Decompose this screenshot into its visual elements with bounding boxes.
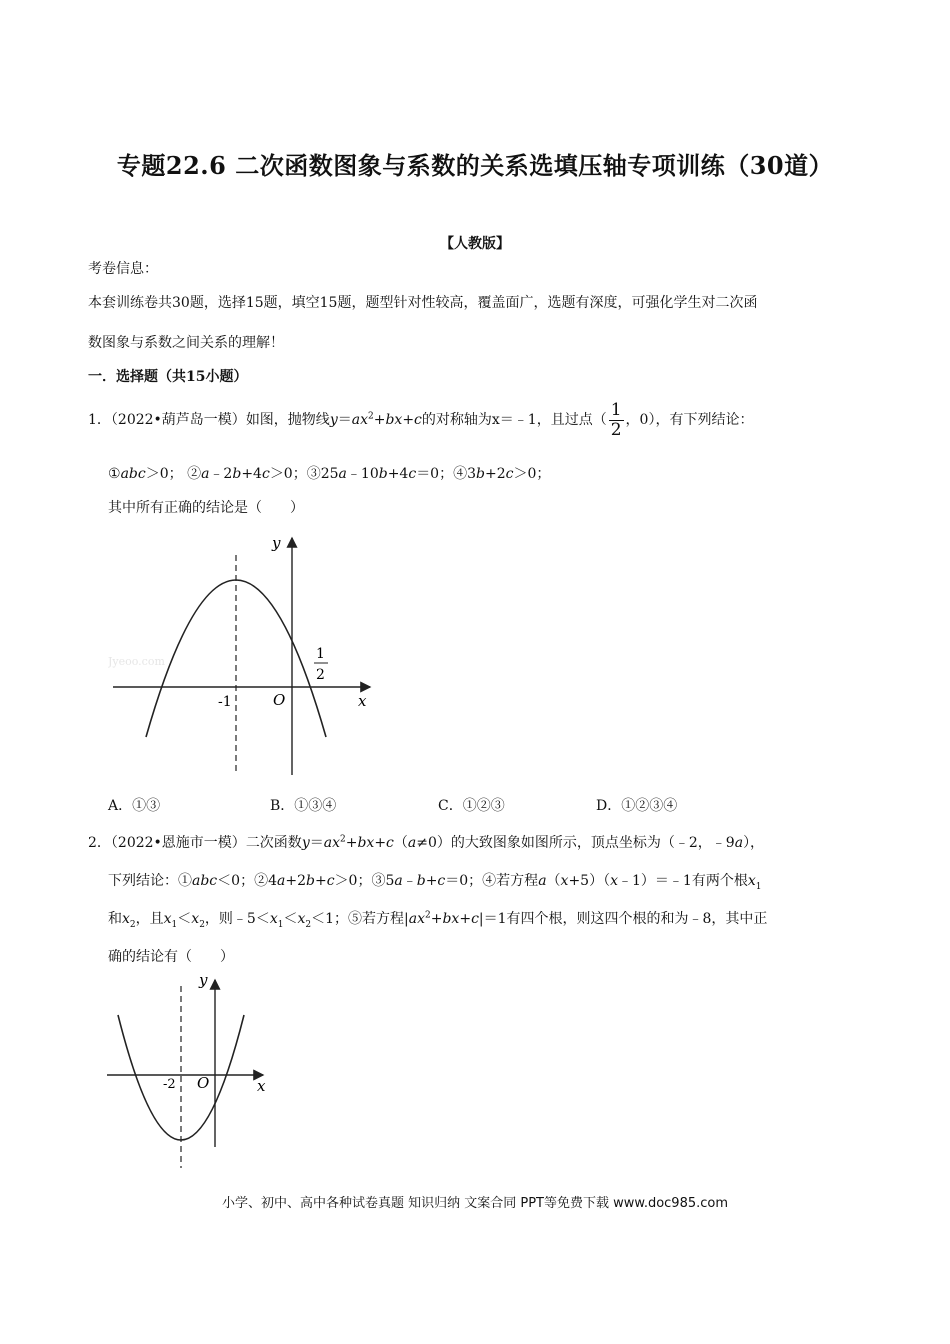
intro-line-1: 本套训练卷共30题，选择15题，填空15题，题型针对性较高，覆盖面广，选题有深度，可强化学生对二次函: [88, 295, 758, 311]
q1-origin-label: O: [273, 691, 286, 709]
intro-line-2: 数图象与系数之间关系的理解！: [88, 335, 284, 351]
q2-number: 2．: [88, 835, 111, 851]
q2-line-1: 2．（2022•恩施市一模）二次函数$y=ax^2+bx+c(a\ne 0)$的大致图象如图所示，顶点坐标为（﹣2，﹣9a），: [88, 834, 765, 851]
q1-vertex-x-label: -1: [218, 694, 232, 710]
q2-line-3: 和$x_2$，且$x_1<x_2$，则$﹣5<x_1<x_2<1$；⑤若方程$|ax^2+bx+c|=1$有四个根，则这四个根的和为﹣8，其中正: [108, 910, 768, 930]
q2-y-label: y: [199, 971, 208, 989]
page-footer: 小学、初中、高中各种试卷真题 知识归纳 文案合同 PPT等免费下载 www.doc985.com: [221, 1196, 729, 1211]
q1-conclusions: ①abc＞0； ②a﹣2b+4c＞0；③25a﹣10b+4c＝0；④3b+2c＞0；: [108, 466, 551, 482]
section-heading-choice: 一．选择题（共15小题）: [88, 369, 248, 385]
q2-line-2: 下列结论：①abc＜0；②4a+2b+c＞0；③5a﹣b+c＝0；④若方程a（x+5）（x﹣1）＝﹣1有两个根$x_1$: [108, 873, 762, 892]
edition-label: 【人教版】: [440, 236, 510, 252]
q1-option-b[interactable]: B．①③④: [270, 798, 337, 814]
q2-source: （2022•恩施市一模）: [110, 835, 246, 851]
q1-x-label: x: [358, 692, 367, 710]
q2-x-label: x: [257, 1077, 266, 1095]
q2-question: 确的结论有（ ）: [108, 949, 234, 965]
q2-graph: [105, 970, 285, 1170]
q1-question: 其中所有正确的结论是（ ）: [108, 500, 304, 516]
q1-option-d[interactable]: D．①②③④: [596, 798, 678, 814]
q1-stem: 1．（2022•葫芦岛一模）如图，抛物线$y=ax^2+bx+c$的对称轴为x＝﹣1，且过点（ $\frac{1}{2}$ ，0），有下列结论：: [88, 399, 754, 440]
exam-info-label: 考卷信息：: [88, 261, 158, 277]
q2-origin-label: O: [197, 1074, 210, 1092]
q1-y-label: y: [272, 534, 281, 552]
q1-watermark: Jyeoo.com: [108, 655, 165, 668]
q1-axis: x＝﹣1: [491, 412, 537, 428]
q1-number: 1．: [88, 412, 111, 428]
q1-option-a[interactable]: A．①③: [108, 798, 161, 814]
q1-graph: [108, 530, 388, 780]
q1-point-fraction: $\frac{1}{2}$: [610, 399, 622, 440]
q1-root-den: 2: [316, 667, 325, 683]
q1-text-a: 如图，抛物线: [245, 412, 330, 428]
q1-root-num: 1: [316, 646, 325, 662]
q1-option-c[interactable]: C．①②③: [438, 798, 505, 814]
q2-vertex-x-label: -2: [163, 1077, 176, 1092]
page-title: 专题22.6 二次函数图象与系数的关系选填压轴专项训练（30道）: [116, 151, 834, 180]
q1-text-b: 的对称轴为: [421, 412, 492, 428]
q1-text-d: ，0），有下列结论：: [625, 412, 754, 428]
q1-source: （2022•葫芦岛一模）: [110, 412, 246, 428]
q1-text-c: ，且过点（: [536, 412, 607, 428]
